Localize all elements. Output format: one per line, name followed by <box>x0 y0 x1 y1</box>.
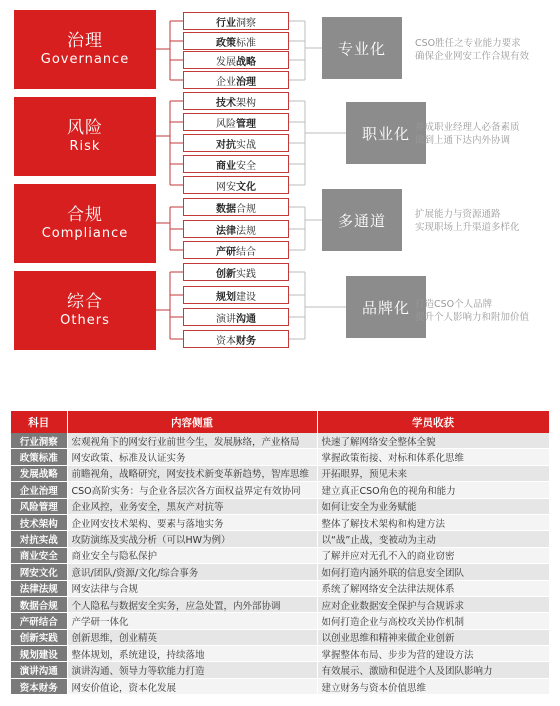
pillar-desc-multichannel <box>415 209 520 235</box>
focus-cell: CSO高阶实务：与企业各层次各方面权益界定有效协同 <box>67 482 317 498</box>
category-en: Others <box>60 313 110 328</box>
focus-cell: 网安价值论，资本化发展 <box>67 678 317 694</box>
topic-text: 企业 <box>216 76 236 88</box>
pillar-career: 职业化 <box>346 102 426 164</box>
desc-line: 打造CSO个人品牌 <box>415 299 493 310</box>
pillar-branding: 品牌化 <box>346 276 426 338</box>
header-gains: 学员收获 <box>317 411 549 433</box>
category-en: Governance <box>40 52 130 67</box>
table-row <box>11 465 549 481</box>
desc-line: 扩展能力与资源通路 <box>415 209 501 220</box>
topic-bold-text: 技术 <box>216 97 236 109</box>
topic-text: 网安 <box>216 181 236 193</box>
table-row <box>11 580 549 596</box>
topic-text: 建设 <box>236 291 256 303</box>
subject-cell: 规划建设 <box>11 646 67 662</box>
focus-cell: 创新思维，创业精英 <box>67 629 317 645</box>
topic-box <box>183 176 289 194</box>
topic-bold-text: 创新 <box>216 268 236 280</box>
topic-box <box>183 71 289 89</box>
header-focus: 内容侧重 <box>67 411 317 433</box>
desc-line: 实现职场上升渠道多样化 <box>415 221 520 233</box>
gains-cell: 如何打造内涵外联的信息安全团队 <box>317 564 549 580</box>
gains-cell: 如何让安全为业务赋能 <box>317 498 549 514</box>
category-risk <box>14 97 156 176</box>
topic-box <box>183 134 289 152</box>
gains-cell: 系统了解网络安全法律法规体系 <box>317 580 549 596</box>
focus-cell: 个人隐私与数据安全实务，应急处置，内外部协调 <box>67 596 317 612</box>
category-governance <box>14 10 156 89</box>
category-en: Risk <box>69 139 101 154</box>
topic-box <box>183 198 289 216</box>
gains-cell: 以“战”止战，变被动为主动 <box>317 531 549 547</box>
topic-box <box>183 51 289 69</box>
desc-line: 提升个人影响力和附加价值 <box>415 311 530 323</box>
topic-box <box>183 308 289 326</box>
topic-text: 标准 <box>236 37 256 49</box>
gains-cell: 了解并应对无孔不入的商业窃密 <box>317 547 549 563</box>
focus-cell: 网安法律与合规 <box>67 580 317 596</box>
desc-line: 确保企业网安工作合规有效 <box>415 50 530 62</box>
topic-text: 安全 <box>236 160 256 172</box>
category-zh: 综合 <box>67 291 103 312</box>
category-zh: 治理 <box>67 30 103 51</box>
category-others <box>14 271 156 350</box>
topic-text: 资本 <box>216 335 236 347</box>
subject-cell: 网安文化 <box>11 564 67 580</box>
focus-cell: 整体规划，系统建设，持续落地 <box>67 646 317 662</box>
pillar-desc-branding <box>415 299 529 325</box>
topic-bold-text: 规划 <box>216 291 236 303</box>
table-row <box>11 514 549 530</box>
topic-bold-text: 行业 <box>216 17 236 29</box>
pillar-desc-career <box>415 122 520 148</box>
subject-cell: 对抗实战 <box>11 531 67 547</box>
subject-cell: 政策标准 <box>11 449 67 465</box>
table-row <box>11 547 549 563</box>
subject-cell: 数据合规 <box>11 596 67 612</box>
focus-cell: 企业网安技术架构、要素与落地实务 <box>67 514 317 530</box>
subject-cell: 发展战略 <box>11 465 67 481</box>
gains-cell: 整体了解技术架构和构建方法 <box>317 514 549 530</box>
table-row <box>11 596 549 612</box>
gains-cell: 快速了解网络安全整体全貌 <box>317 433 549 449</box>
topic-bold-text: 战略 <box>236 56 256 68</box>
topic-bold-text: 管理 <box>236 118 256 130</box>
topic-bold-text: 文化 <box>236 181 256 193</box>
curriculum-table <box>11 411 550 695</box>
topic-bold-text: 法律 <box>216 225 236 237</box>
subject-cell: 风险管理 <box>11 498 67 514</box>
topic-box <box>183 263 289 281</box>
category-compliance <box>14 184 156 263</box>
pillar-multichannel: 多通道 <box>322 189 402 251</box>
topic-bold-text: 政策 <box>216 37 236 49</box>
topic-bold-text: 财务 <box>236 335 256 347</box>
gains-cell: 掌握整体布局、步步为营的建设方法 <box>317 646 549 662</box>
category-zh: 合规 <box>67 204 103 225</box>
topic-text: 架构 <box>236 97 256 109</box>
gains-cell: 以创业思维和精神来做企业创新 <box>317 629 549 645</box>
table-row <box>11 531 549 547</box>
topic-box <box>183 155 289 173</box>
topic-bold-text: 商业 <box>216 160 236 172</box>
topic-box <box>183 32 289 50</box>
topic-bold-text: 产研 <box>216 246 236 258</box>
focus-cell: 企业风控，业务安全，黑灰产对抗等 <box>67 498 317 514</box>
focus-cell: 产学研一体化 <box>67 613 317 629</box>
category-zh: 风险 <box>67 117 103 138</box>
topic-bold-text: 数据 <box>216 203 236 215</box>
topic-box <box>183 330 289 348</box>
topic-box <box>183 12 289 30</box>
desc-line: 做到上通下达内外协调 <box>415 134 511 146</box>
topic-text: 洞察 <box>236 17 256 29</box>
table-row <box>11 678 549 694</box>
table-row <box>11 498 549 514</box>
table-row <box>11 613 549 629</box>
gains-cell: 有效展示、激励和促进个人及团队影响力 <box>317 662 549 678</box>
topic-text: 合规 <box>236 203 256 215</box>
topic-bold-text: 沟通 <box>236 313 256 325</box>
topic-bold-text: 治理 <box>236 76 256 88</box>
subject-cell: 行业洞察 <box>11 433 67 449</box>
focus-cell: 意识/团队/资源/文化/综合事务 <box>67 564 317 580</box>
table-row <box>11 662 549 678</box>
topic-text: 发展 <box>216 56 236 68</box>
topic-box <box>183 241 289 259</box>
focus-cell: 演讲沟通、领导力等软能力打造 <box>67 662 317 678</box>
subject-cell: 产研结合 <box>11 613 67 629</box>
focus-cell: 攻防演练及实战分析（可以HW为例） <box>67 531 317 547</box>
table-row <box>11 646 549 662</box>
focus-cell: 宏观视角下的网安行业前世今生，发展脉络，产业格局 <box>67 433 317 449</box>
gains-cell: 建立真正CSO角色的视角和能力 <box>317 482 549 498</box>
gains-cell: 开拓眼界，预见未来 <box>317 465 549 481</box>
subject-cell: 演讲沟通 <box>11 662 67 678</box>
gains-cell: 建立财务与资本价值思维 <box>317 678 549 694</box>
table-row <box>11 449 549 465</box>
table-row <box>11 482 549 498</box>
gains-cell: 掌握政策衔接、对标和体系化思维 <box>317 449 549 465</box>
focus-cell: 前瞻视角，战略研究，网安技术新变革新趋势，智库思维 <box>67 465 317 481</box>
focus-cell: 商业安全与隐私保护 <box>67 547 317 563</box>
topic-text: 实战 <box>236 139 256 151</box>
table-row <box>11 629 549 645</box>
table-row <box>11 433 549 449</box>
topic-bold-text: 对抗 <box>216 139 236 151</box>
pillar-professional: 专业化 <box>322 17 402 79</box>
pillar-desc-professional <box>415 38 529 64</box>
subject-cell: 商业安全 <box>11 547 67 563</box>
topic-box <box>183 220 289 238</box>
topic-box <box>183 113 289 131</box>
gains-cell: 应对企业数据安全保护与合规诉求 <box>317 596 549 612</box>
desc-line: 养成职业经理人必备素质 <box>415 122 520 133</box>
topic-text: 演讲 <box>216 313 236 325</box>
table-row <box>11 564 549 580</box>
topic-text: 实践 <box>236 268 256 280</box>
category-en: Compliance <box>41 226 129 241</box>
subject-cell: 技术架构 <box>11 514 67 530</box>
topic-box <box>183 286 289 304</box>
topic-text: 结合 <box>236 246 256 258</box>
desc-line: CSO胜任之专业能力要求 <box>415 38 521 49</box>
subject-cell: 创新实践 <box>11 629 67 645</box>
subject-cell: 资本财务 <box>11 678 67 694</box>
focus-cell: 网安政策、标准及认证实务 <box>67 449 317 465</box>
gains-cell: 如何打造企业与高校攻关协作机制 <box>317 613 549 629</box>
topic-text: 风险 <box>216 118 236 130</box>
header-subject: 科目 <box>11 411 67 433</box>
topic-text: 法规 <box>236 225 256 237</box>
topic-box <box>183 92 289 110</box>
subject-cell: 法律法规 <box>11 580 67 596</box>
subject-cell: 企业治理 <box>11 482 67 498</box>
